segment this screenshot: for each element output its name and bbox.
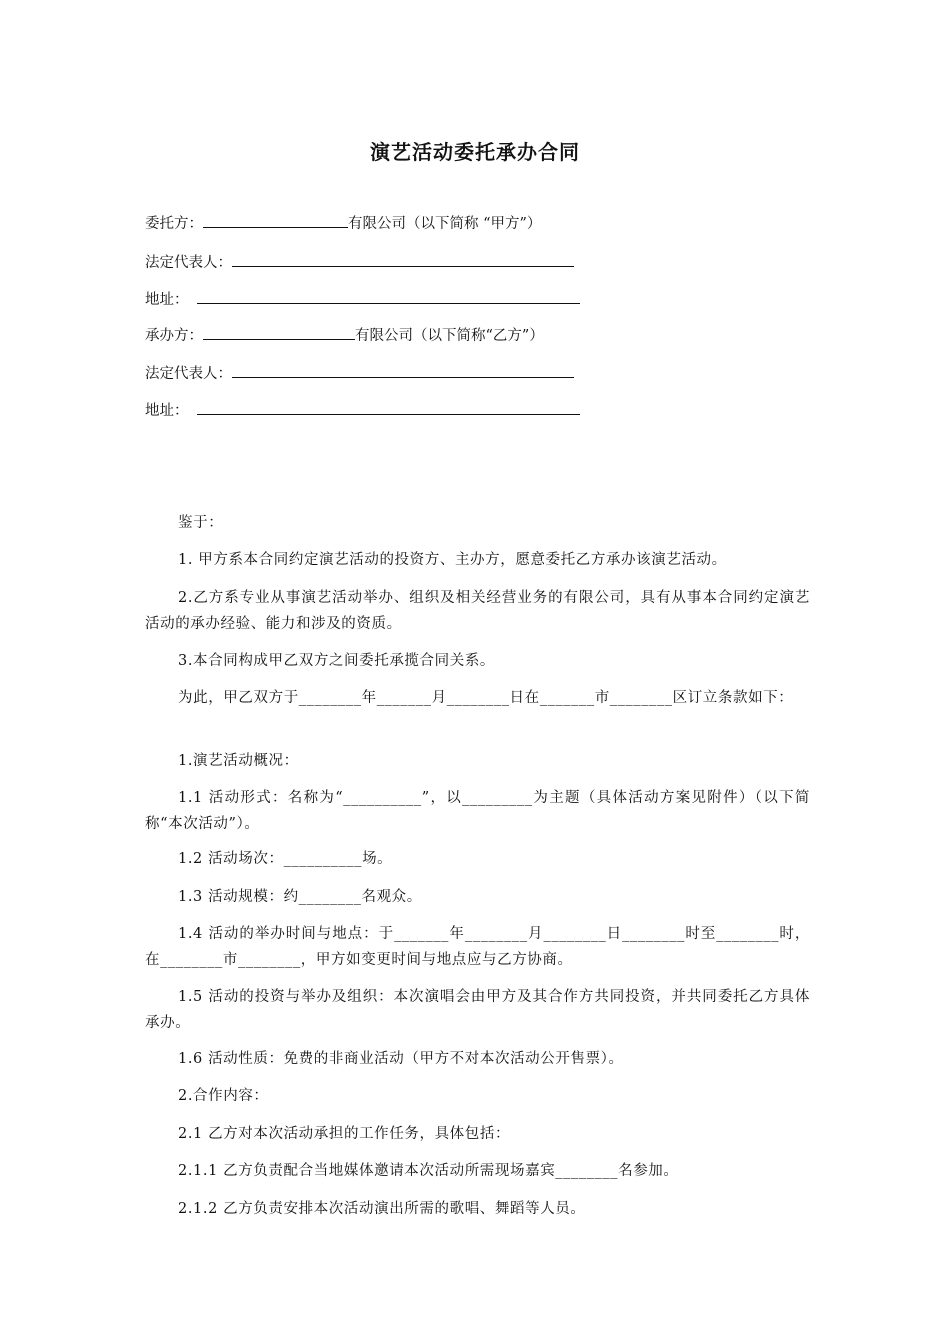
contractor-line — [145, 324, 810, 346]
clause-1-2: 1.2 活动场次：__________场。 — [178, 851, 393, 867]
contractor-rep-line — [145, 362, 810, 384]
clause-2-1-1: 2.1.1 乙方负责配合当地媒体邀请本次活动所需现场嘉宾________名参加。 — [178, 1163, 679, 1179]
contractor-rep-label: 法定代表人： — [145, 366, 232, 382]
clause-1-4: 1.4 活动的举办时间与地点：于_______年________月________日________时至________时，在________市________，甲方如变更时间与地点应与乙方协商。 — [145, 926, 810, 968]
client-name-blank — [203, 212, 348, 228]
whereas-heading: 鉴于： — [178, 515, 224, 531]
contractor-name-blank — [203, 324, 355, 340]
whereas-item-3: 3.本合同构成甲乙双方之间委托承揽合同关系。 — [178, 653, 496, 669]
whereas-item-2: 2.乙方系专业从事演艺活动举办、组织及相关经营业务的有限公司，具有从事本合同约定演艺活动的承办经验、能力和涉及的资质。 — [145, 590, 810, 632]
client-addr-line — [145, 288, 810, 310]
client-label: 委托方： — [145, 216, 203, 232]
client-addr-label: 地址： — [145, 292, 189, 308]
intro-paragraph: 为此，甲乙双方于________年_______月________日在_______市________区订立条款如下： — [178, 690, 794, 706]
clause-1-5: 1.5 活动的投资与举办及组织：本次演唱会由甲方及其合作方共同投资，并共同委托乙方具体承办。 — [145, 989, 810, 1031]
whereas-item-1: 1. 甲方系本合同约定演艺活动的投资方、主办方，愿意委托乙方承办该演艺活动。 — [178, 552, 727, 568]
clause-2-1: 2.1 乙方对本次活动承担的工作任务，具体包括： — [178, 1126, 511, 1142]
contractor-addr-blank — [197, 399, 580, 415]
client-rep-line — [145, 251, 810, 273]
contractor-addr-label: 地址： — [145, 403, 189, 419]
section-1-heading: 1.演艺活动概况： — [178, 753, 299, 769]
client-rep-label: 法定代表人： — [145, 255, 232, 271]
clause-1-6: 1.6 活动性质：免费的非商业活动（甲方不对本次活动公开售票）。 — [178, 1051, 624, 1067]
clause-1-3: 1.3 活动规模：约________名观众。 — [178, 889, 422, 905]
client-suffix: 有限公司（以下简称 “甲方”） — [348, 216, 542, 232]
client-addr-blank — [197, 288, 580, 304]
client-rep-blank — [232, 251, 574, 267]
contractor-label: 承办方： — [145, 328, 203, 344]
document-title: 演艺活动委托承办合同 — [370, 140, 580, 164]
clause-2-1-2: 2.1.2 乙方负责安排本次活动演出所需的歌唱、舞蹈等人员。 — [178, 1201, 586, 1217]
clause-1-1: 1.1 活动形式：名称为“__________”，以_________为主题（具体活动方案见附件）（以下简称“本次活动”）。 — [145, 790, 810, 832]
contractor-suffix: 有限公司（以下简称“乙方”） — [355, 328, 544, 344]
client-line — [145, 212, 810, 234]
contractor-addr-line — [145, 399, 810, 421]
contractor-rep-blank — [232, 362, 574, 378]
section-2-heading: 2.合作内容： — [178, 1088, 269, 1104]
